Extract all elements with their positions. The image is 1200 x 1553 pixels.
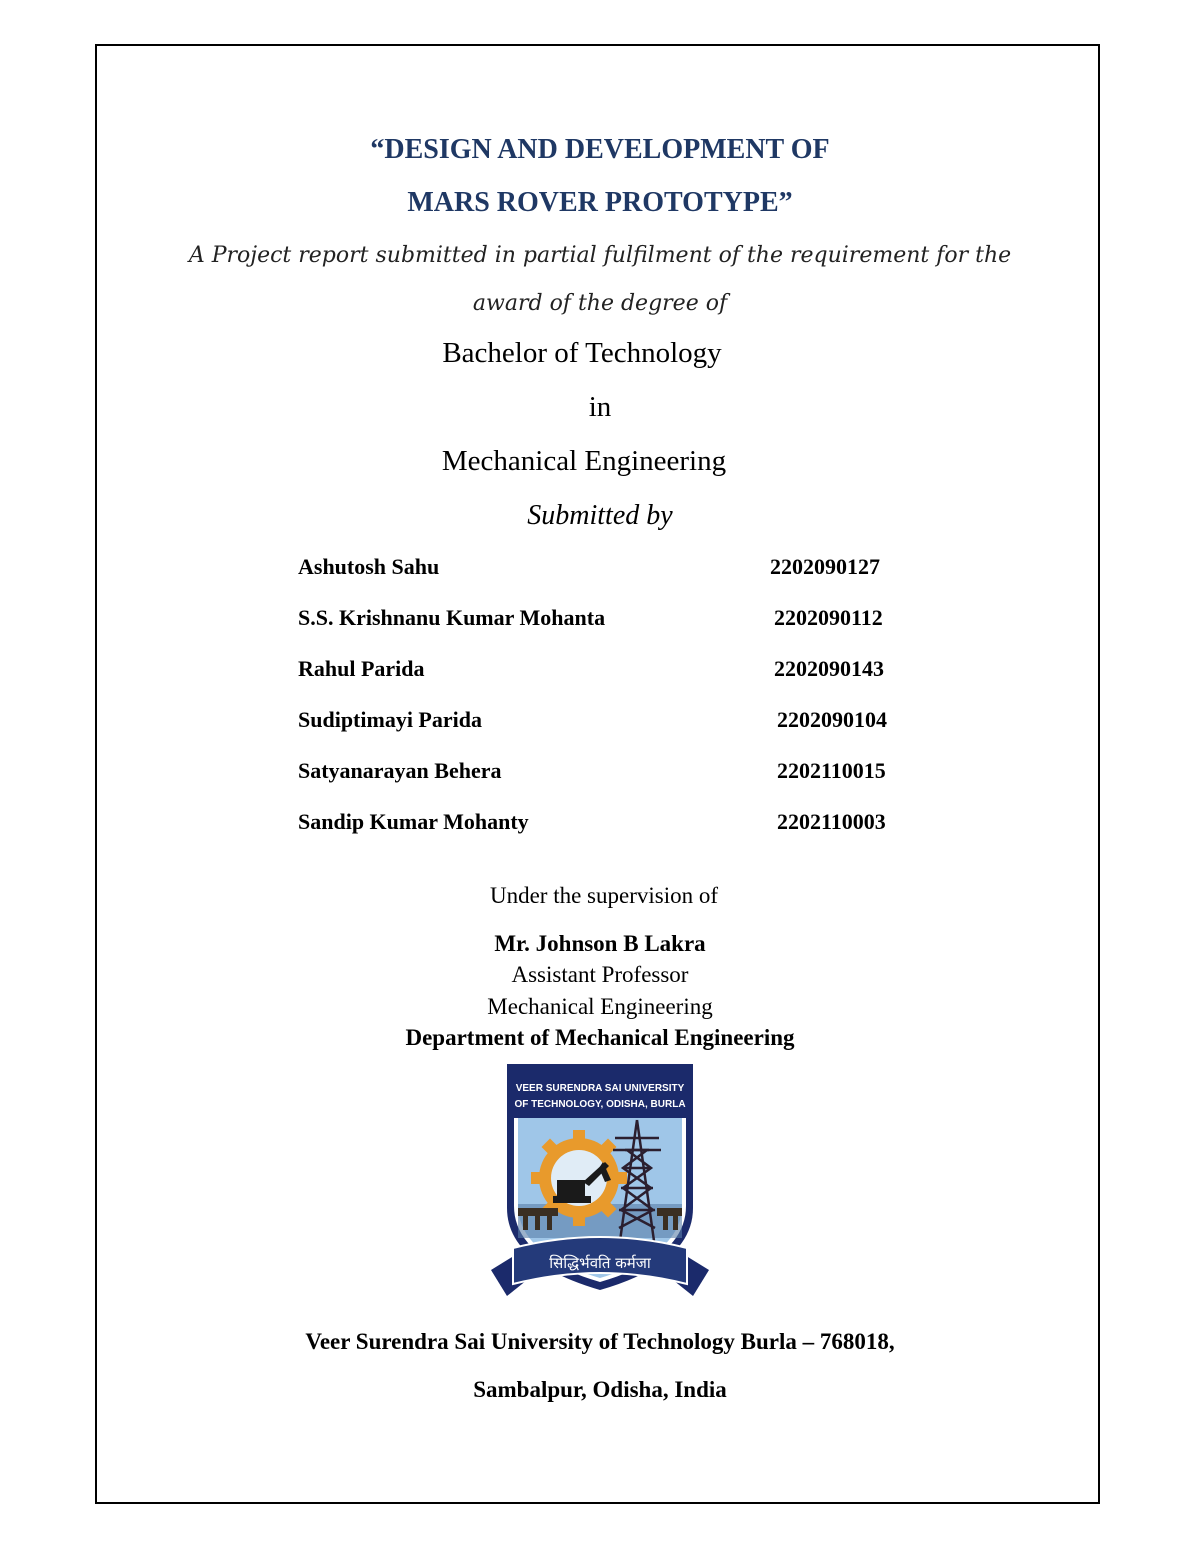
report-title-line-2: MARS ROVER PROTOTYPE” [407,187,793,218]
intro-line-1: A Project report submitted in partial fulfilment of the requirement for the [188,243,1012,268]
university-address-line-1: Veer Surendra Sai University of Technology Burla – 768018, [305,1329,895,1354]
member-name: S.S. Krishnanu Kumar Mohanta [298,605,606,630]
degree-connector: in [588,391,612,423]
logo-banner [511,1070,689,1118]
department-name: Department of Mechanical Engineering [405,1025,795,1050]
member-id: 2202090127 [770,554,880,579]
submitted-by-label: Submitted by [527,500,673,531]
member-name: Ashutosh Sahu [298,554,440,579]
member-id: 2202110015 [777,758,886,783]
member-name: Sudiptimayi Parida [298,707,482,732]
supervisor-designation: Assistant Professor [511,962,689,987]
university-logo [487,1058,713,1310]
member-id: 2202090143 [774,656,884,681]
university-address-line-2: Sambalpur, Odisha, India [473,1377,727,1402]
report-title-line-1: “DESIGN AND DEVELOPMENT OF [370,134,830,165]
member-id: 2202110003 [777,809,886,834]
supervision-label: Under the supervision of [489,883,719,908]
degree-name: Bachelor of Technology [442,337,722,369]
member-id: 2202090104 [777,707,887,732]
member-name: Sandip Kumar Mohanty [298,809,529,834]
supervisor-branch: Mechanical Engineering [487,994,713,1019]
intro-line-2: award of the degree of [472,291,728,316]
logo-banner-line-1: VEER SURENDRA SAI UNIVERSITY [515,1083,685,1094]
member-name: Rahul Parida [298,656,425,681]
logo-motto: सिद्धिर्भवति कर्मजा [549,1254,651,1272]
logo-banner-line-2: OF TECHNOLOGY, ODISHA, BURLA [514,1099,686,1110]
supervisor-name: Mr. Johnson B Lakra [494,931,706,956]
degree-branch: Mechanical Engineering [441,445,727,477]
member-name: Satyanarayan Behera [298,758,502,783]
member-id: 2202090112 [774,605,883,630]
